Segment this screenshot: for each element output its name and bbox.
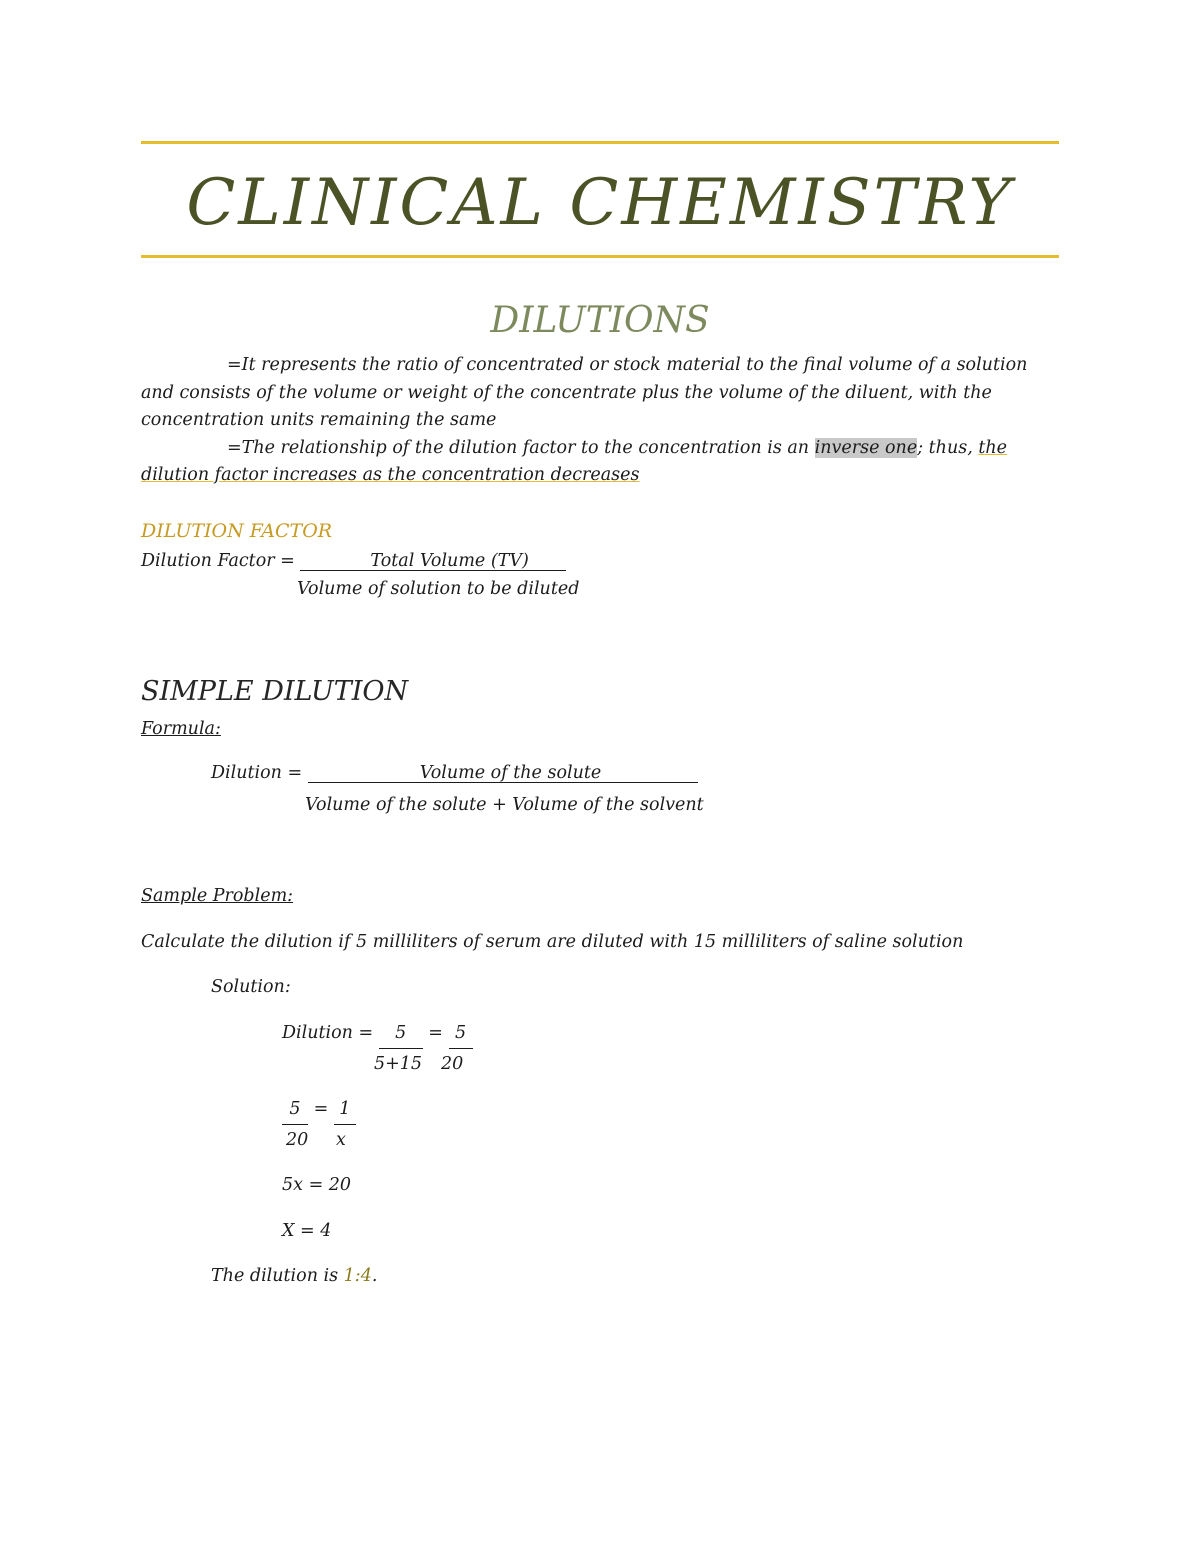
step1-numerators: [282, 1020, 473, 1049]
step1-num1: 5: [395, 1023, 407, 1043]
dilutions-heading: DILUTIONS: [490, 300, 710, 341]
step2-frac2: [334, 1096, 356, 1125]
step1-frac1: [379, 1020, 423, 1049]
page-title: CLINICAL CHEMISTRY: [186, 166, 1014, 240]
simple-dilution-formula: [211, 760, 698, 788]
sample-problem-text: Calculate the dilution if 5 milliliters of serum are diluted with 15 milliliters of saline solution: [141, 932, 964, 952]
formula-label: Formula:: [141, 719, 221, 739]
step2-den2: x: [336, 1130, 346, 1150]
step2-eq: =: [308, 1099, 334, 1119]
conclusion-pre: The dilution is: [211, 1266, 344, 1286]
highlight-inverse: inverse one: [814, 437, 918, 458]
simple-dilution-denominator: Volume of the solute + Volume of the solvent: [305, 795, 704, 815]
dilution-factor-lhs: Dilution Factor =: [141, 551, 301, 571]
step2-den1: 20: [286, 1130, 309, 1150]
top-rule: [141, 141, 1059, 144]
simple-dilution-numerator-text: Volume of the solute: [419, 763, 602, 783]
step2-num2: 1: [339, 1099, 351, 1119]
dilution-factor-heading: DILUTION FACTOR: [141, 520, 333, 542]
relationship-mid: ; thus,: [917, 437, 979, 458]
step1-num2: 5: [454, 1023, 467, 1043]
step4: X = 4: [282, 1221, 332, 1241]
relationship-underlined: the dilution factor increases as the concentration decreases: [141, 437, 1007, 485]
dilution-factor-formula: [141, 548, 566, 576]
simple-dilution-lhs: Dilution =: [211, 763, 308, 783]
simple-dilution-heading: SIMPLE DILUTION: [141, 676, 409, 707]
step2-numerators: [282, 1096, 356, 1125]
conclusion-post: .: [371, 1266, 378, 1286]
relationship-pre: =The relationship of the dilution factor to the concentration is an: [227, 437, 815, 458]
dilution-factor-numerator: [300, 548, 566, 571]
step1-eq: =: [422, 1023, 449, 1043]
step3: 5x = 20: [282, 1175, 352, 1195]
step1-den1: 5+15: [374, 1054, 423, 1074]
step1-frac2: [449, 1020, 473, 1049]
conclusion: [211, 1263, 377, 1291]
sample-problem-label: Sample Problem:: [141, 886, 294, 906]
step2-num1: 5: [289, 1099, 301, 1119]
step1-den2: 20: [441, 1054, 464, 1074]
step1-lhs: Dilution =: [282, 1023, 379, 1043]
dilution-factor-numerator-text: Total Volume (TV): [370, 551, 529, 571]
dilutions-definition: [141, 352, 1059, 490]
definition-text: =It represents the ratio of concentrated or stock material to the final volume of a solution and consists of the volume or weight of the concentrate plus the volume of the diluent, with the concentration units remaining the same: [141, 355, 1028, 430]
simple-dilution-numerator: [308, 760, 698, 783]
step2-frac1: [282, 1096, 308, 1125]
dilution-factor-denominator: Volume of solution to be diluted: [297, 579, 580, 599]
bottom-rule: [141, 255, 1059, 258]
solution-label: Solution:: [211, 977, 291, 997]
conclusion-value: 1:4: [343, 1266, 372, 1286]
